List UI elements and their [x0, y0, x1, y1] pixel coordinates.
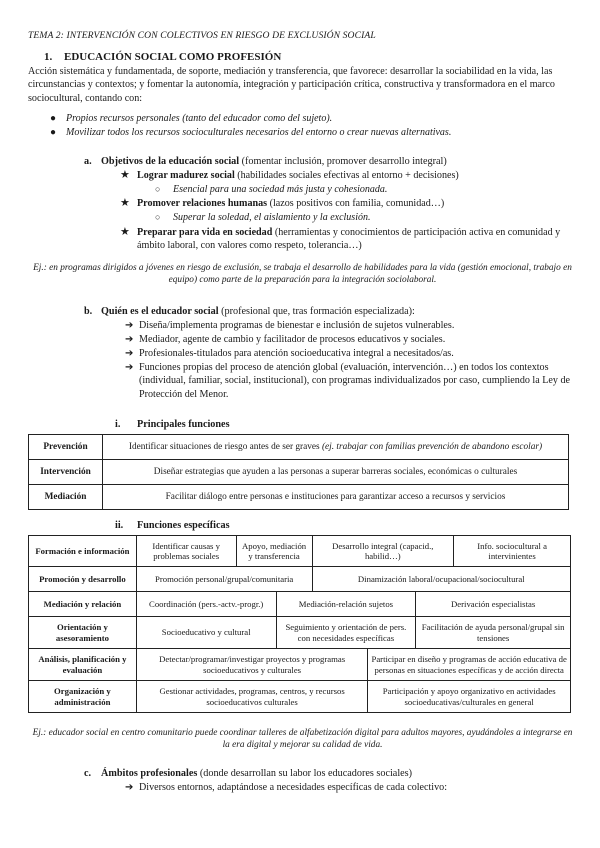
subsection-title: Objetivos de la educación social — [101, 156, 240, 167]
objective-item — [120, 197, 575, 210]
bullet-item: ● Movilizar todos los recursos socioculturales necesarios del entorno o crear nuevas alternativas. — [50, 127, 452, 138]
table-row-header: Prevención — [29, 435, 103, 460]
subsection-note: (profesional que, tras formación especializada): — [218, 306, 415, 317]
arrow-item-text: Diseña/implementa programas de bienestar e inclusión de sujetos vulnerables. — [139, 320, 455, 331]
table-cell: Diseñar estrategias que ayuden a las personas a superar barreras sociales, económicas o culturales — [103, 460, 569, 485]
circle-icon: ○ — [155, 212, 161, 222]
objective-subitem-text: Superar la soledad, el aislamiento y la exclusión. — [173, 212, 371, 223]
table-row — [29, 567, 571, 592]
objective-subitem-text: Esencial para una sociedad más justa y cohesionada. — [173, 184, 388, 195]
document-header: TEMA 2: INTERVENCIÓN CON COLECTIVOS EN RIESGO DE EXCLUSIÓN SOCIAL — [28, 30, 376, 41]
arrow-item — [125, 781, 575, 794]
table-row-header: Organización y administración — [29, 681, 137, 713]
table-cell: Info. sociocultural a intervinientes — [454, 536, 571, 567]
subsection-note: (donde desarrollan su labor los educadores sociales) — [197, 768, 413, 779]
table-cell: Promoción personal/grupal/comunitaria — [136, 567, 312, 592]
arrow-item — [125, 361, 575, 401]
table-cell: Facilitar diálogo entre personas e instituciones para garantizar acceso a recursos y servicios — [103, 485, 569, 510]
arrow-icon: ➔ — [125, 320, 134, 331]
table-row — [29, 536, 571, 567]
subsection-c-heading — [84, 767, 412, 780]
section-title: EDUCACIÓN SOCIAL COMO PROFESIÓN — [64, 51, 282, 63]
arrow-item-text: Diversos entornos, adaptándose a necesidades específicas de cada colectivo: — [139, 782, 448, 793]
table-cell: Socioeducativo y cultural — [136, 617, 276, 649]
subsection-title: Ámbitos profesionales — [101, 768, 198, 779]
section-number: 1. — [44, 51, 53, 63]
table-cell-text: Identificar situaciones de riesgo antes de ser graves — [128, 441, 322, 452]
table-cell — [103, 435, 569, 460]
subsection-numeral: ii. — [115, 520, 124, 531]
objective-subitem — [155, 183, 387, 196]
section-heading — [44, 50, 281, 65]
subsection-title: Quién es el educador social — [101, 306, 219, 317]
subsection-letter: b. — [84, 306, 93, 317]
arrow-icon: ➔ — [125, 782, 134, 793]
objective-title: Preparar para vida en sociedad — [137, 227, 273, 238]
table-cell: Mediación-relación sujetos — [276, 592, 416, 617]
table-cell: Identificar causas y problemas sociales — [136, 536, 236, 567]
table-row — [29, 592, 571, 617]
specific-functions-table — [28, 535, 571, 713]
table-cell: Desarrollo integral (capacid., habilid…) — [312, 536, 454, 567]
table-cell: Apoyo, mediación y transferencia — [236, 536, 312, 567]
objective-text: (habilidades sociales efectivas al entorno + decisiones) — [234, 170, 459, 181]
table-cell: Derivación especialistas — [416, 592, 571, 617]
arrow-item-text: Mediador, agente de cambio y facilitador de procesos educativos y sociales. — [139, 334, 446, 345]
table-row — [29, 460, 569, 485]
table-cell: Participar en diseño y programas de acción educativa de personas en situaciones específicas y de acción directa — [368, 649, 571, 681]
subsection-b-heading — [84, 305, 415, 318]
table-cell: Seguimiento y orientación de pers. con necesidades específicas — [276, 617, 416, 649]
table-cell: Dinamización laboral/ocupacional/sociocultural — [312, 567, 571, 592]
subsection-a-heading — [84, 155, 447, 168]
arrow-item-text: Profesionales-titulados para atención socioeducativa integral a necesitados/as. — [139, 348, 454, 359]
objective-subitem — [155, 211, 370, 224]
arrow-icon: ➔ — [125, 348, 134, 359]
subsection-i-heading — [115, 418, 230, 431]
subsection-title: Principales funciones — [137, 419, 230, 430]
bullet-text: Propios recursos personales (tanto del educador como del sujeto). — [66, 113, 333, 124]
circle-icon: ○ — [155, 184, 161, 194]
example-note: Ej.: en programas dirigidos a jóvenes en riesgo de exclusión, se trabaja el desarrollo de habilidades para la vida (gestión emocional, trabajo en equipo) como parte de la preparación para la integración sociolaboral. — [33, 263, 572, 286]
arrow-item — [125, 319, 575, 332]
objective-text: (herramientas y conocimientos de participación activa en comunidad y ámbito laboral, con valores como respeto, tolerancia…) — [137, 227, 561, 252]
objective-item — [120, 169, 575, 182]
example-note: Ej.: educador social en centro comunitario puede coordinar talleres de alfabetización digital para adultos mayores, ayudándoles a integrarse en la era digital y mejorar su calidad de vida. — [32, 728, 573, 751]
table-row — [29, 649, 571, 681]
table-cell: Gestionar actividades, programas, centros, y recursos socioeducativos culturales — [136, 681, 368, 713]
table-row — [29, 681, 571, 713]
table-row-header: Mediación y relación — [29, 592, 137, 617]
arrow-icon: ➔ — [125, 334, 134, 345]
arrow-item-text: Funciones propias del proceso de atención global (evaluación, intervención…) en todos los contextos (individual, familiar, social, institucional), con programas individualizados por caso, cumpliendo la Ley de Protección del Menor. — [139, 362, 570, 400]
subsection-ii-heading — [115, 519, 230, 532]
table-row — [29, 617, 571, 649]
table-cell-example: (ej. trabajar con familias prevención de abandono escolar) — [321, 441, 543, 452]
table-row — [29, 435, 569, 460]
objective-title: Promover relaciones humanas — [137, 198, 268, 209]
arrow-item — [125, 347, 575, 360]
objective-text: (lazos positivos con familia, comunidad…) — [267, 198, 445, 209]
table-row-header: Mediación — [29, 485, 103, 510]
subsection-numeral: i. — [115, 419, 121, 430]
main-functions-table — [28, 434, 569, 510]
intro-paragraph: Acción sistemática y fundamentada, de soporte, mediación y transferencia, que favorece: desarrollar la sociabilidad en la vida, las circunstancias y contextos; y fomentar la autonomía, integración y participación crítica, constructiva y transformadora en el marco sociocultural, contando con: — [28, 66, 555, 104]
objective-item — [120, 226, 575, 253]
subsection-note: (fomentar inclusión, promover desarrollo integral) — [239, 156, 447, 167]
subsection-title: Funciones específicas — [137, 520, 230, 531]
objective-title: Lograr madurez social — [137, 170, 235, 181]
bullet-text: Movilizar todos los recursos socioculturales necesarios del entorno o crear nuevas alternativas. — [66, 127, 452, 138]
star-icon: ★ — [120, 169, 130, 181]
table-row-header: Promoción y desarrollo — [29, 567, 137, 592]
table-row-header: Análisis, planificación y evaluación — [29, 649, 137, 681]
table-row — [29, 485, 569, 510]
table-row-header: Intervención — [29, 460, 103, 485]
star-icon: ★ — [120, 197, 130, 209]
bullet-item: ● Propios recursos personales (tanto del educador como del sujeto). — [50, 113, 333, 124]
star-icon: ★ — [120, 226, 130, 238]
arrow-item — [125, 333, 575, 346]
table-cell: Detectar/programar/investigar proyectos y programas socioeducativos y culturales — [136, 649, 368, 681]
table-cell: Coordinación (pers.-actv.-progr.) — [136, 592, 276, 617]
table-cell: Participación y apoyo organizativo en actividades socioeducativas/culturales en general — [368, 681, 571, 713]
table-row-header: Formación e información — [29, 536, 137, 567]
table-cell: Facilitación de ayuda personal/grupal sin tensiones — [416, 617, 571, 649]
subsection-letter: c. — [84, 768, 92, 779]
subsection-letter: a. — [84, 156, 92, 167]
arrow-icon: ➔ — [125, 362, 134, 373]
table-row-header: Orientación y asesoramiento — [29, 617, 137, 649]
